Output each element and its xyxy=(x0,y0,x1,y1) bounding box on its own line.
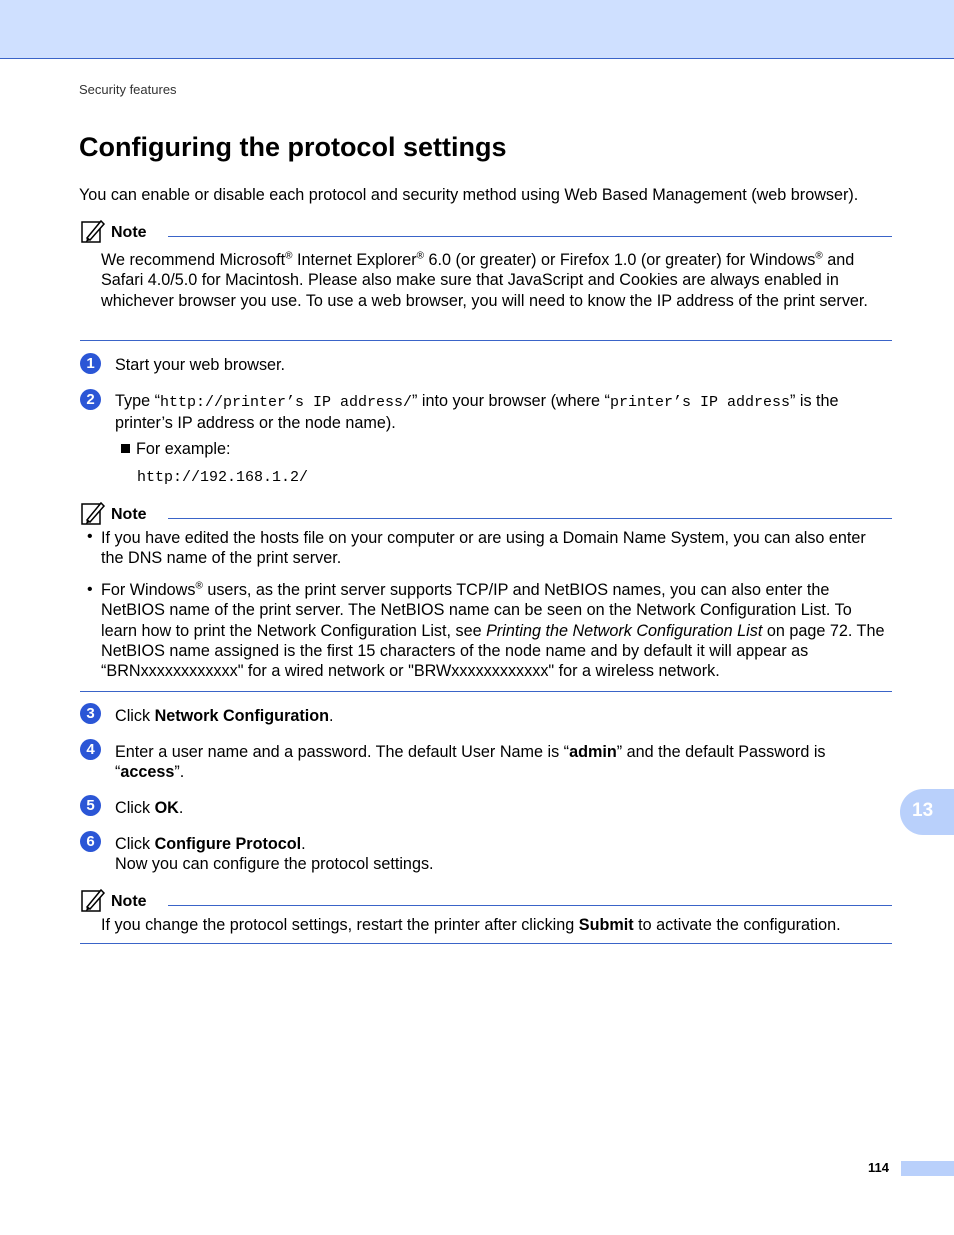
step-3-text: Click Network Configuration. xyxy=(115,707,334,725)
step-2-marker: 2 xyxy=(80,389,101,410)
header-bar xyxy=(0,0,954,59)
bullet-dot: • xyxy=(87,528,93,545)
step-6-text: Click Configure Protocol. Now you can configure the protocol settings. xyxy=(115,835,434,873)
step-4-marker: 4 xyxy=(80,739,101,760)
note-label: Note xyxy=(111,506,147,523)
step-2-text: Type “http://printer’s IP address/” into your browser (where “printer’s IP address” is the printer’s IP address or the node name). xyxy=(115,392,839,432)
note-divider xyxy=(168,905,892,906)
page-title: Configuring the protocol settings xyxy=(79,132,507,162)
step-3-marker: 3 xyxy=(80,703,101,724)
note-end-divider xyxy=(80,691,892,692)
bullet-dot: • xyxy=(87,581,93,598)
example-url: http://192.168.1.2/ xyxy=(137,469,309,486)
square-bullet-icon xyxy=(121,444,130,453)
note-header xyxy=(80,887,892,915)
step-5-text: Click OK. xyxy=(115,799,184,817)
step-1-marker: 1 xyxy=(80,353,101,374)
step-4-text: Enter a user name and a password. The default User Name is “admin” and the default Password is “access”. xyxy=(115,743,826,781)
page-number-bar xyxy=(901,1161,954,1176)
note-header xyxy=(80,500,892,528)
chapter-tab: 13 xyxy=(900,789,954,835)
step-1-text: Start your web browser. xyxy=(115,356,286,374)
example-label: For example: xyxy=(121,439,897,459)
note-end-divider xyxy=(80,340,892,341)
note-pencil-icon xyxy=(80,500,106,526)
note-netbios-bullet: For Windows® users, as the print server supports TCP/IP and NetBIOS names, you can also enter the NetBIOS name of the print server. The NetBIOS name can be seen on the Network Configuration List. To learn how to print the Network Configuration List, see Printing the Network Configuration List on page 72. The NetBIOS name assigned is the first 15 characters of the node name and by default it will appear as “BRNxxxxxxxxxxxx" for a wired network or "BRWxxxxxxxxxxxx" for a wireless network. xyxy=(101,580,885,681)
note-label: Note xyxy=(111,224,147,241)
note-end-divider xyxy=(80,943,892,944)
step-5-marker: 5 xyxy=(80,795,101,816)
note-submit: If you change the protocol settings, restart the printer after clicking Submit to activate the configuration. xyxy=(101,916,841,934)
note-divider xyxy=(168,236,892,237)
note-recommend-browsers: We recommend Microsoft® Internet Explorer® 6.0 (or greater) or Firefox 1.0 (or greater) for Windows® and Safari 4.0/5.0 for Macintosh. Please also make sure that JavaScript and Cookies are always enabled in whichever browser you use. To use a web browser, you will need to know the IP address of the print server. xyxy=(101,250,868,310)
note-divider xyxy=(168,518,892,519)
page-number: 114 xyxy=(868,1160,889,1175)
note-pencil-icon xyxy=(80,218,106,244)
step-6-marker: 6 xyxy=(80,831,101,852)
breadcrumb: Security features xyxy=(79,82,177,97)
note-label: Note xyxy=(111,893,147,910)
note-pencil-icon xyxy=(80,887,106,913)
note-header xyxy=(80,218,892,246)
intro-paragraph: You can enable or disable each protocol and security method using Web Based Management (web browser). xyxy=(79,186,859,204)
note-dns-bullet: If you have edited the hosts file on your computer or are using a Domain Name System, you can also enter the DNS name of the print server. xyxy=(101,529,866,568)
